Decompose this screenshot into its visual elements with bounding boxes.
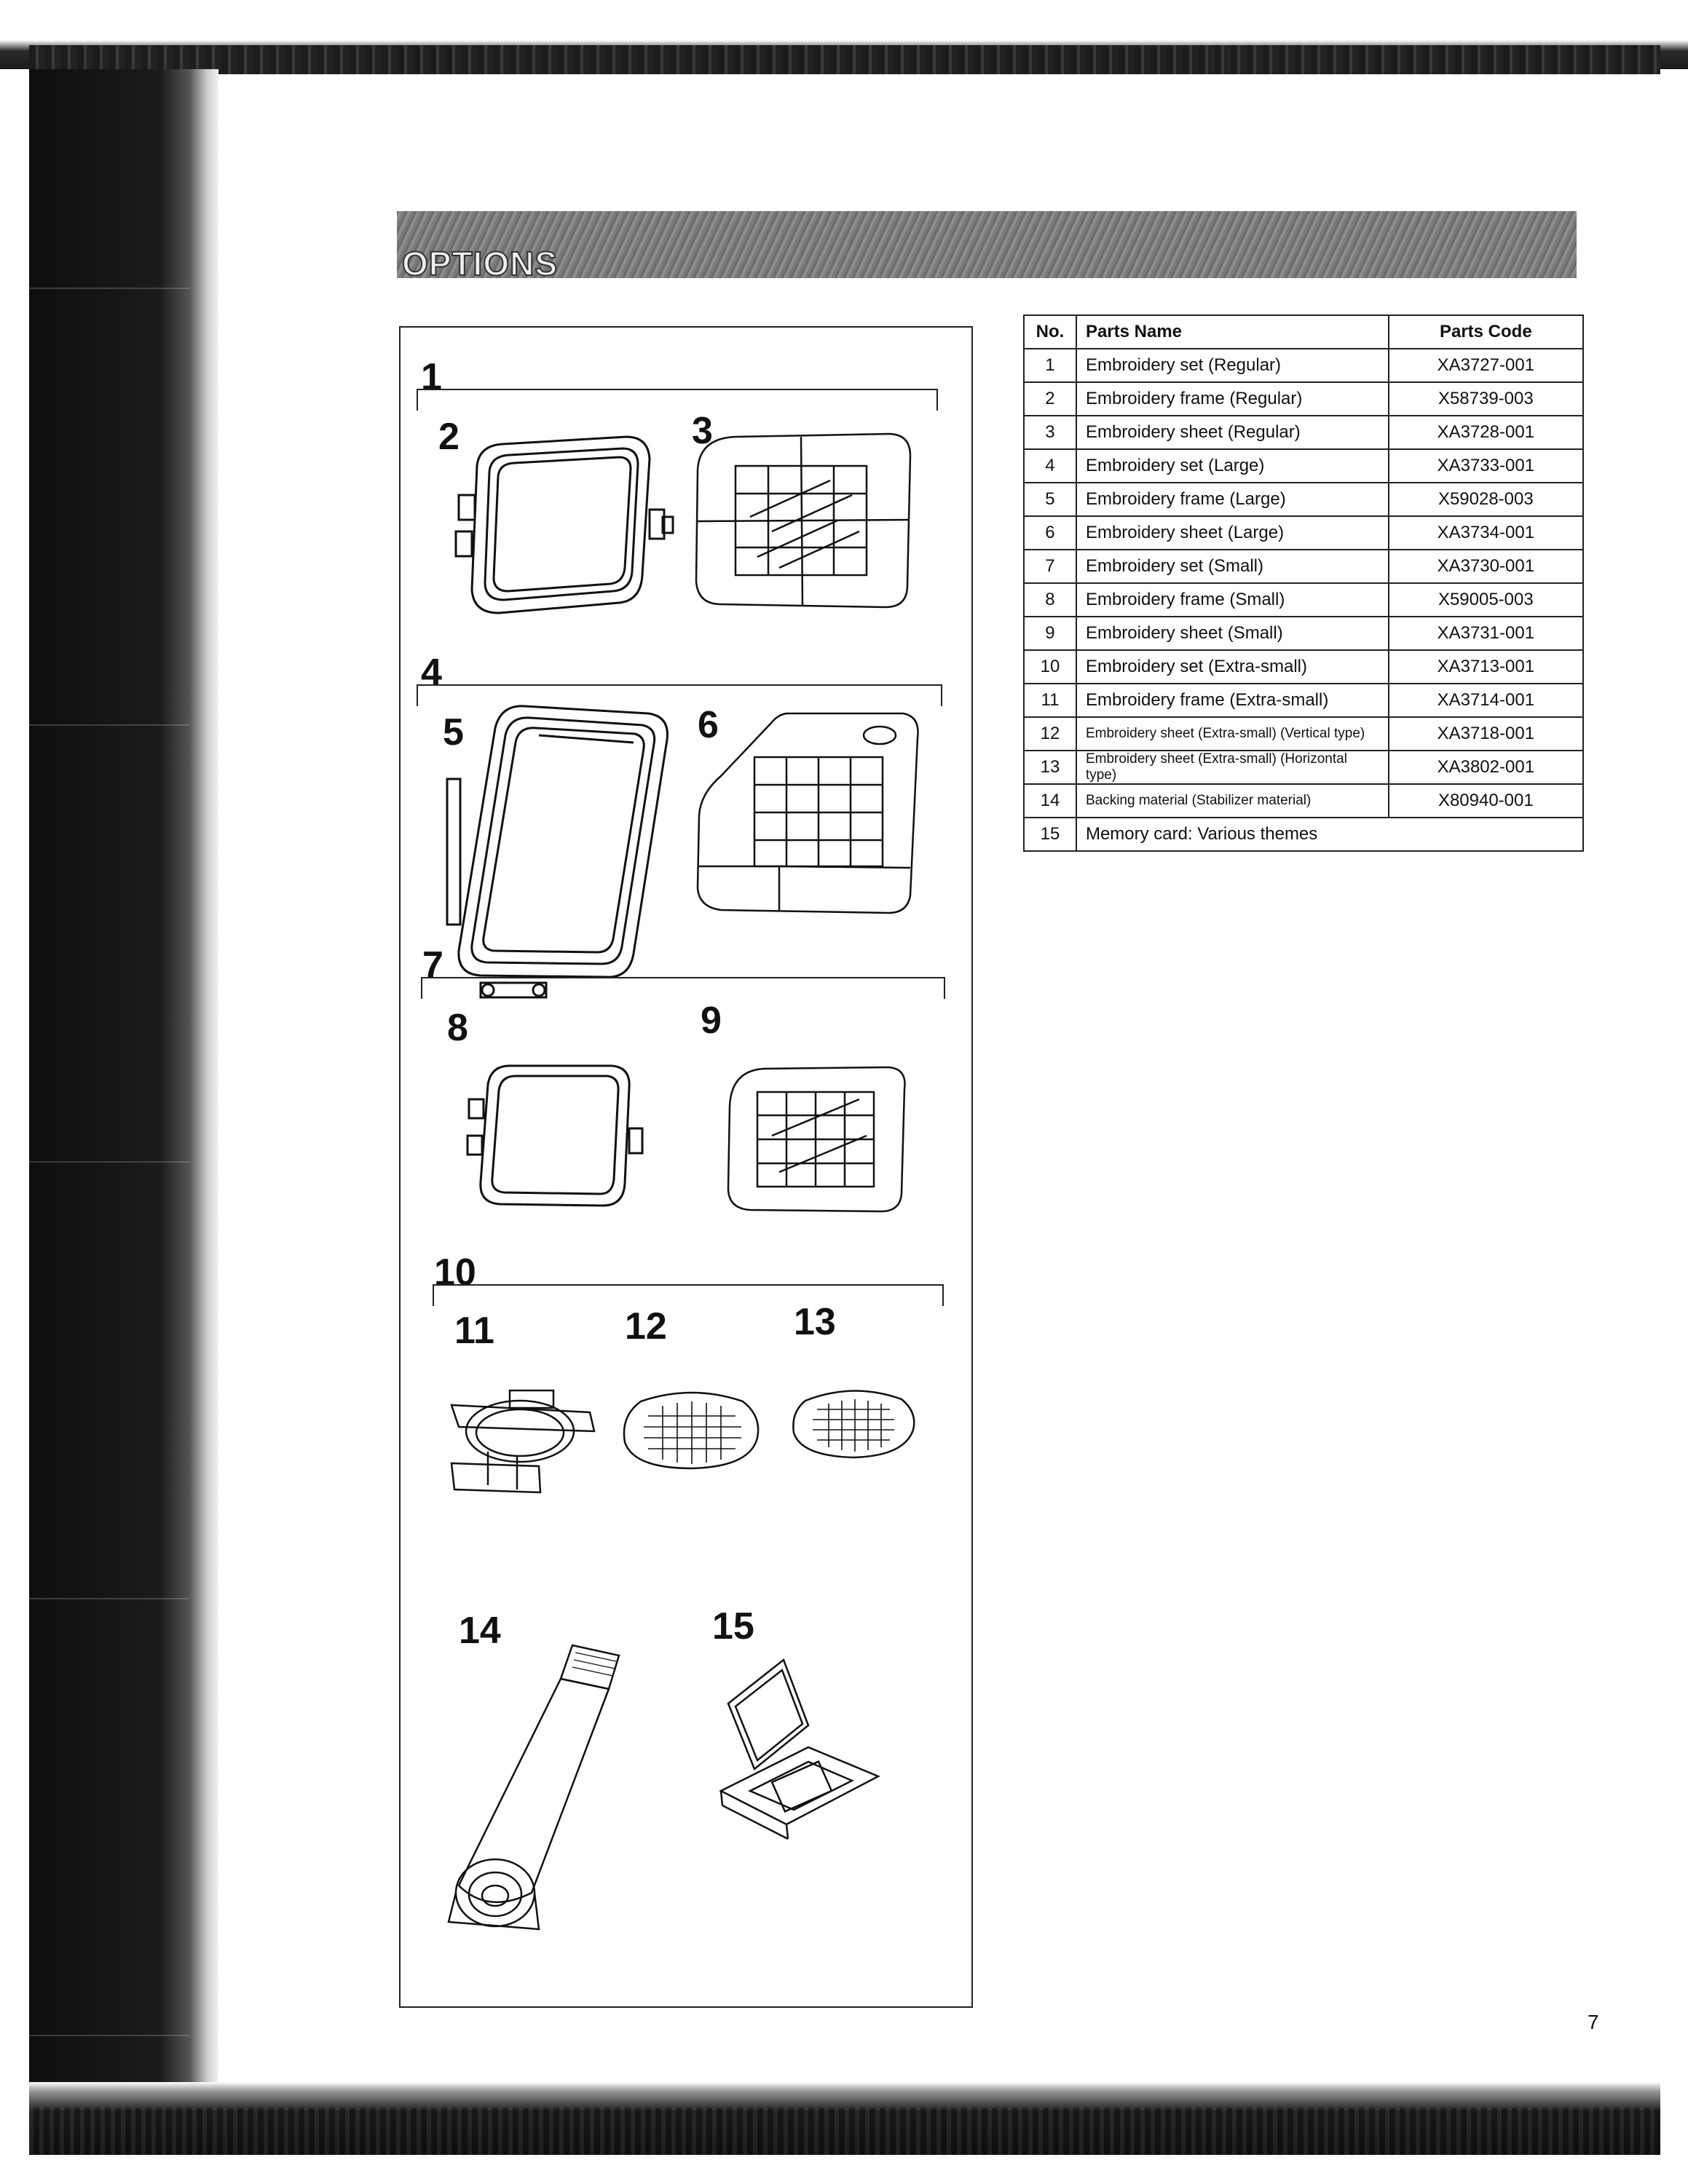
item-label-13: 13 <box>794 1301 836 1343</box>
item-label-11: 11 <box>454 1310 494 1352</box>
embroidery-sheet-vertical-illustration <box>619 1387 765 1474</box>
embroidery-frame-regular-illustration <box>444 422 677 619</box>
table-row <box>1024 583 1583 617</box>
cell-parts-code: XA3731-001 <box>1389 617 1583 650</box>
table-row <box>1024 717 1583 751</box>
table-row <box>1024 650 1583 684</box>
item-label-10: 10 <box>434 1251 476 1294</box>
page-heading: OPTIONS <box>402 245 559 282</box>
cell-parts-code: XA3802-001 <box>1389 751 1583 784</box>
table-row <box>1024 416 1583 449</box>
cell-no: 10 <box>1024 650 1076 684</box>
cell-no: 15 <box>1024 818 1076 851</box>
cell-no: 2 <box>1024 382 1076 416</box>
heading-bar <box>397 211 1577 278</box>
page-number: 7 <box>1588 2011 1599 2033</box>
cell-no: 3 <box>1024 416 1076 449</box>
embroidery-sheet-regular-illustration <box>692 430 918 612</box>
parts-table <box>1023 314 1584 852</box>
cell-parts-name: Embroidery sheet (Large) <box>1076 516 1389 550</box>
cell-parts-name: Embroidery frame (Extra-small) <box>1076 684 1389 717</box>
group-bracket-7 <box>421 977 945 999</box>
item-label-8: 8 <box>447 1007 468 1049</box>
table-header-row <box>1024 315 1583 349</box>
item-label-14: 14 <box>459 1610 501 1652</box>
table-row <box>1024 516 1583 550</box>
header-parts-code: Parts Code <box>1389 315 1583 349</box>
cell-no: 14 <box>1024 784 1076 818</box>
cell-parts-code: XA3734-001 <box>1389 516 1583 550</box>
cell-parts-name: Embroidery set (Extra-small) <box>1076 650 1389 684</box>
item-label-7: 7 <box>422 944 443 986</box>
cell-parts-code: XA3713-001 <box>1389 650 1583 684</box>
table-row <box>1024 550 1583 583</box>
cell-parts-name: Embroidery frame (Large) <box>1076 483 1389 516</box>
cell-parts-code: XA3728-001 <box>1389 416 1583 449</box>
item-label-2: 2 <box>438 416 460 458</box>
cell-parts-code: XA3733-001 <box>1389 449 1583 483</box>
item-label-1: 1 <box>421 356 442 398</box>
embroidery-sheet-small-illustration <box>721 1063 910 1216</box>
item-label-9: 9 <box>701 1000 722 1042</box>
cell-parts-name: Memory card: Various themes <box>1076 818 1583 851</box>
memory-card-illustration <box>706 1653 896 1842</box>
item-label-15: 15 <box>712 1605 754 1647</box>
embroidery-frame-small-illustration <box>459 1056 655 1216</box>
embroidery-sheet-large-illustration <box>692 706 925 917</box>
cell-no: 4 <box>1024 449 1076 483</box>
table-row <box>1024 617 1583 650</box>
item-label-3: 3 <box>692 410 713 452</box>
cell-no: 5 <box>1024 483 1076 516</box>
header-parts-name: Parts Name <box>1076 315 1389 349</box>
group-bracket-10 <box>433 1284 944 1306</box>
cell-parts-name: Embroidery sheet (Extra-small) (Vertical type) <box>1076 717 1389 751</box>
cell-parts-name: Backing material (Stabilizer material) <box>1076 784 1389 818</box>
cell-parts-code: X59005-003 <box>1389 583 1583 617</box>
item-label-4: 4 <box>421 652 442 694</box>
illustration-panel <box>399 326 973 2008</box>
cell-no: 8 <box>1024 583 1076 617</box>
cell-parts-name: Embroidery frame (Small) <box>1076 583 1389 617</box>
cell-no: 9 <box>1024 617 1076 650</box>
table-row <box>1024 684 1583 717</box>
cell-parts-name: Embroidery set (Large) <box>1076 449 1389 483</box>
header-no: No. <box>1024 315 1076 349</box>
cell-parts-code: XA3718-001 <box>1389 717 1583 751</box>
cell-parts-code: X59028-003 <box>1389 483 1583 516</box>
cell-no: 1 <box>1024 349 1076 382</box>
table-row <box>1024 449 1583 483</box>
cell-parts-name: Embroidery sheet (Regular) <box>1076 416 1389 449</box>
item-label-12: 12 <box>625 1305 667 1348</box>
embroidery-sheet-horizontal-illustration <box>788 1383 919 1463</box>
table-row <box>1024 784 1583 818</box>
cell-no: 7 <box>1024 550 1076 583</box>
cell-parts-name: Embroidery set (Regular) <box>1076 349 1389 382</box>
embroidery-frame-large-illustration <box>437 692 677 1012</box>
embroidery-frame-extra-small-illustration <box>444 1376 604 1507</box>
table-row <box>1024 349 1583 382</box>
scan-left-texture <box>29 69 189 2151</box>
cell-parts-name: Embroidery sheet (Small) <box>1076 617 1389 650</box>
scan-bottom-texture <box>29 2108 1660 2155</box>
item-label-5: 5 <box>443 711 464 753</box>
table-row <box>1024 483 1583 516</box>
cell-parts-name: Embroidery frame (Regular) <box>1076 382 1389 416</box>
cell-no: 13 <box>1024 751 1076 784</box>
cell-parts-code: X80940-001 <box>1389 784 1583 818</box>
cell-parts-code: X58739-003 <box>1389 382 1583 416</box>
group-bracket-1 <box>417 389 938 411</box>
scan-top-shadow <box>29 45 1660 74</box>
table-row <box>1024 751 1583 784</box>
cell-parts-code: XA3714-001 <box>1389 684 1583 717</box>
table-row <box>1024 382 1583 416</box>
item-label-6: 6 <box>698 704 719 746</box>
cell-no: 12 <box>1024 717 1076 751</box>
cell-no: 6 <box>1024 516 1076 550</box>
backing-material-illustration <box>444 1631 648 1936</box>
cell-parts-name: Embroidery sheet (Extra-small) (Horizontal type) <box>1076 751 1389 784</box>
cell-parts-code: XA3727-001 <box>1389 349 1583 382</box>
table-row <box>1024 818 1583 851</box>
cell-parts-name: Embroidery set (Small) <box>1076 550 1389 583</box>
cell-no: 11 <box>1024 684 1076 717</box>
cell-parts-code: XA3730-001 <box>1389 550 1583 583</box>
